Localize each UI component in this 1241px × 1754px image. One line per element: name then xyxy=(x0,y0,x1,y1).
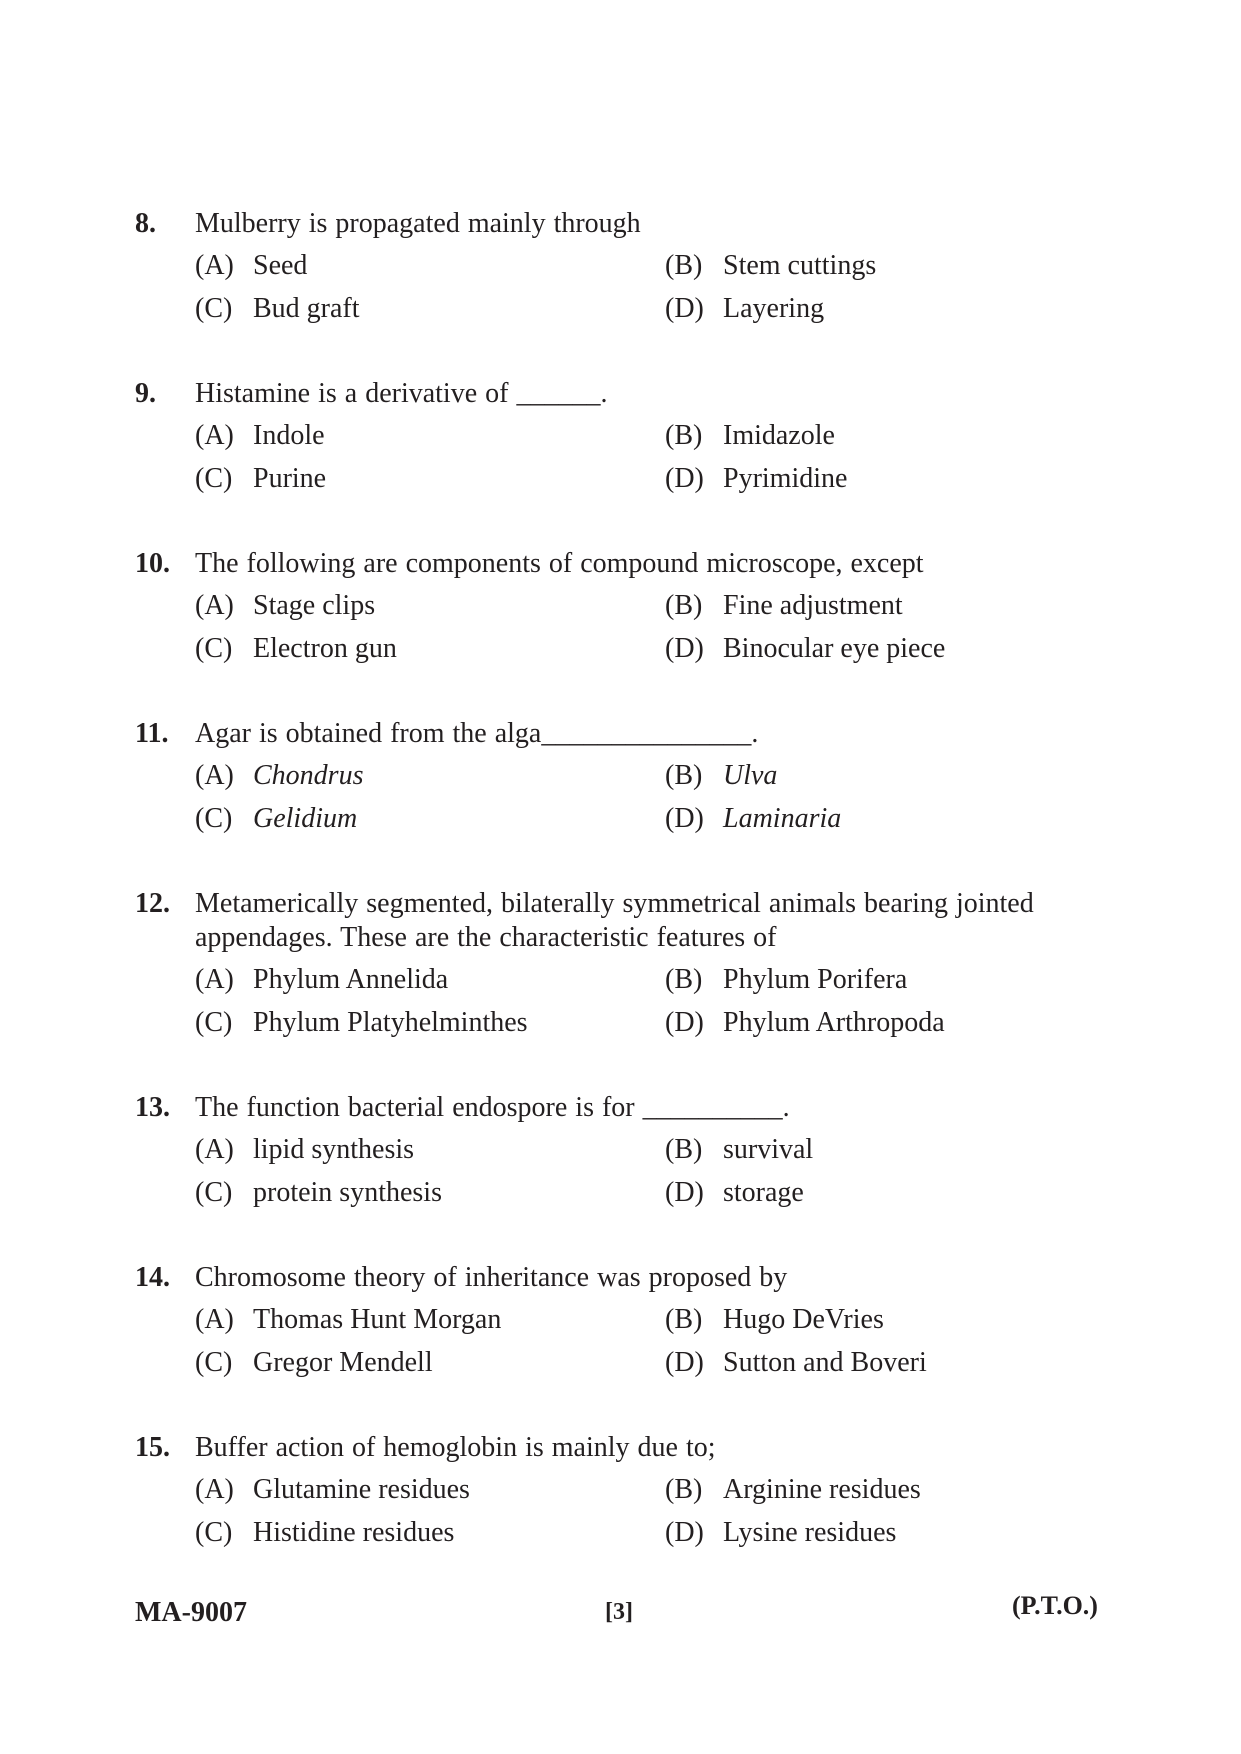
question-13 xyxy=(135,1091,1095,1211)
question-number: 15. xyxy=(135,1432,170,1463)
option-b xyxy=(665,1132,1065,1168)
option-text: Gelidium xyxy=(253,803,358,834)
option-letter: (A) xyxy=(195,964,234,995)
question-text: Agar is obtained from the alga_______________. xyxy=(195,718,759,749)
please-turn-over: (P.T.O.) xyxy=(1012,1591,1098,1620)
option-a xyxy=(195,1132,665,1168)
options-grid xyxy=(195,248,1095,327)
options-grid xyxy=(195,1302,1095,1381)
option-a xyxy=(195,588,665,624)
option-letter: (C) xyxy=(195,1177,233,1208)
option-c xyxy=(195,1175,665,1211)
option-a xyxy=(195,962,665,998)
option-letter: (D) xyxy=(665,463,704,494)
option-text: Pyrimidine xyxy=(723,463,848,494)
options-grid xyxy=(195,418,1095,497)
option-b xyxy=(665,418,1065,454)
option-text: Electron gun xyxy=(253,633,397,664)
question-number: 8. xyxy=(135,208,156,239)
option-letter: (D) xyxy=(665,293,704,324)
option-a xyxy=(195,758,665,794)
option-letter: (D) xyxy=(665,803,704,834)
options-grid xyxy=(195,758,1095,837)
option-text: Lysine residues xyxy=(723,1517,897,1548)
option-text: Layering xyxy=(723,293,825,324)
option-text: Indole xyxy=(253,420,325,451)
option-letter: (C) xyxy=(195,633,233,664)
option-letter: (C) xyxy=(195,1517,233,1548)
option-b xyxy=(665,1302,1065,1338)
option-letter: (B) xyxy=(665,1134,703,1165)
option-letter: (D) xyxy=(665,1007,704,1038)
question-15 xyxy=(135,1431,1095,1551)
question-12 xyxy=(135,887,1095,1041)
option-text: Purine xyxy=(253,463,327,494)
question-text: Chromosome theory of inheritance was proposed by xyxy=(195,1262,788,1293)
option-letter: (B) xyxy=(665,964,703,995)
option-a xyxy=(195,248,665,284)
option-text: Thomas Hunt Morgan xyxy=(253,1304,502,1335)
question-stem xyxy=(135,887,1095,955)
question-stem xyxy=(135,547,1095,581)
option-letter: (B) xyxy=(665,250,703,281)
option-letter: (D) xyxy=(665,1177,704,1208)
option-letter: (B) xyxy=(665,420,703,451)
option-letter: (A) xyxy=(195,1134,234,1165)
option-letter: (B) xyxy=(665,1474,703,1505)
question-8 xyxy=(135,207,1095,327)
question-stem xyxy=(135,1261,1095,1295)
question-number: 9. xyxy=(135,378,156,409)
option-letter: (B) xyxy=(665,760,703,791)
option-letter: (A) xyxy=(195,760,234,791)
option-letter: (D) xyxy=(665,1347,704,1378)
question-text: Mulberry is propagated mainly through xyxy=(195,208,641,239)
option-letter: (C) xyxy=(195,293,233,324)
option-text: Gregor Mendell xyxy=(253,1347,433,1378)
option-text: survival xyxy=(723,1134,814,1165)
option-c xyxy=(195,291,665,327)
option-b xyxy=(665,1472,1065,1508)
option-text: Ulva xyxy=(723,760,778,791)
option-b xyxy=(665,758,1065,794)
options-grid xyxy=(195,1472,1095,1551)
question-number: 11. xyxy=(135,718,169,749)
question-11 xyxy=(135,717,1095,837)
option-letter: (A) xyxy=(195,420,234,451)
option-letter: (D) xyxy=(665,633,704,664)
option-text: storage xyxy=(723,1177,804,1208)
option-text: Laminaria xyxy=(723,803,842,834)
option-a xyxy=(195,418,665,454)
option-a xyxy=(195,1302,665,1338)
question-text: The following are components of compound microscope, except xyxy=(195,548,924,579)
option-text: Fine adjustment xyxy=(723,590,903,621)
question-text: Histamine is a derivative of ______. xyxy=(195,378,608,409)
question-stem xyxy=(135,1431,1095,1465)
option-text: Phylum Platyhelminthes xyxy=(253,1007,528,1038)
option-d xyxy=(665,801,1065,837)
option-text: Histidine residues xyxy=(253,1517,455,1548)
option-text: Phylum Arthropoda xyxy=(723,1007,945,1038)
question-stem xyxy=(135,717,1095,751)
option-text: Phylum Annelida xyxy=(253,964,449,995)
option-d xyxy=(665,291,1065,327)
option-d xyxy=(665,1175,1065,1211)
question-stem xyxy=(135,207,1095,241)
option-c xyxy=(195,461,665,497)
option-c xyxy=(195,801,665,837)
option-text: Chondrus xyxy=(253,760,364,791)
option-text: Imidazole xyxy=(723,420,835,451)
question-number: 12. xyxy=(135,888,170,919)
option-text: Stage clips xyxy=(253,590,376,621)
question-9 xyxy=(135,377,1095,497)
question-number: 14. xyxy=(135,1262,170,1293)
question-number: 13. xyxy=(135,1092,170,1123)
options-grid xyxy=(195,588,1095,667)
paper-code: MA-9007 xyxy=(135,1597,247,1628)
option-text: Phylum Porifera xyxy=(723,964,908,995)
option-text: Stem cuttings xyxy=(723,250,877,281)
option-d xyxy=(665,631,1065,667)
option-c xyxy=(195,631,665,667)
option-text: Binocular eye piece xyxy=(723,633,946,664)
question-number: 10. xyxy=(135,548,170,579)
option-c xyxy=(195,1345,665,1381)
option-letter: (A) xyxy=(195,1304,234,1335)
option-d xyxy=(665,1005,1065,1041)
option-letter: (A) xyxy=(195,250,234,281)
option-letter: (C) xyxy=(195,803,233,834)
options-grid xyxy=(195,962,1095,1041)
option-text: Arginine residues xyxy=(723,1474,921,1505)
option-a xyxy=(195,1472,665,1508)
question-14 xyxy=(135,1261,1095,1381)
question-text: The function bacterial endospore is for __________. xyxy=(195,1092,790,1123)
option-c xyxy=(195,1515,665,1551)
option-text: Sutton and Boveri xyxy=(723,1347,927,1378)
option-text: Bud graft xyxy=(253,293,360,324)
option-text: Glutamine residues xyxy=(253,1474,470,1505)
option-text: lipid synthesis xyxy=(253,1134,415,1165)
option-letter: (B) xyxy=(665,1304,703,1335)
question-10 xyxy=(135,547,1095,667)
option-letter: (A) xyxy=(195,590,234,621)
question-stem xyxy=(135,1091,1095,1125)
option-d xyxy=(665,1345,1065,1381)
question-text: Buffer action of hemoglobin is mainly due to; xyxy=(195,1432,716,1463)
option-letter: (A) xyxy=(195,1474,234,1505)
option-text: protein synthesis xyxy=(253,1177,442,1208)
question-text: Metamerically segmented, bilaterally symmetrical animals bearing jointed appendages. These are the characteristic features of xyxy=(195,888,1034,953)
option-letter: (D) xyxy=(665,1517,704,1548)
option-text: Seed xyxy=(253,250,308,281)
option-b xyxy=(665,962,1065,998)
option-b xyxy=(665,588,1065,624)
option-b xyxy=(665,248,1065,284)
option-letter: (C) xyxy=(195,463,233,494)
option-d xyxy=(665,461,1065,497)
page-number: [3] xyxy=(605,1599,633,1625)
options-grid xyxy=(195,1132,1095,1211)
option-text: Hugo DeVries xyxy=(723,1304,884,1335)
option-letter: (C) xyxy=(195,1347,233,1378)
option-d xyxy=(665,1515,1065,1551)
option-letter: (C) xyxy=(195,1007,233,1038)
option-c xyxy=(195,1005,665,1041)
option-letter: (B) xyxy=(665,590,703,621)
question-stem xyxy=(135,377,1095,411)
